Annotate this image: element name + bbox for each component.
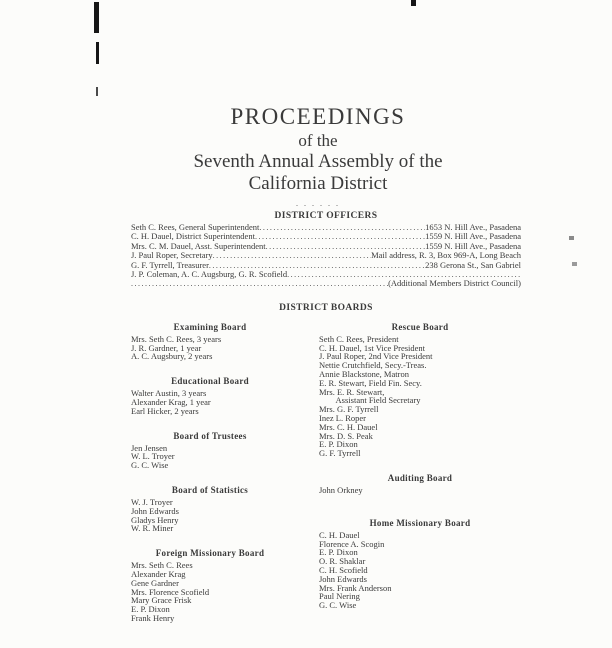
board-member: Nettie Crutchfield, Secy.-Treas. bbox=[319, 360, 427, 371]
board-member: O. R. Shaklar bbox=[319, 556, 366, 567]
board-member: G. F. Tyrrell bbox=[319, 448, 361, 459]
dot-leader bbox=[131, 279, 388, 288]
officer-name-role: J. P. Coleman, A. C. Augsburg, G. R. Scofield bbox=[131, 269, 288, 280]
board-member: Mrs. C. H. Dauel bbox=[319, 421, 378, 432]
board-member: Florence A. Scogin bbox=[319, 538, 385, 549]
board-title: Educational Board bbox=[171, 376, 249, 387]
scan-artifact-dash bbox=[96, 87, 98, 96]
officer-lines bbox=[131, 223, 521, 289]
board-member: W. R. Miner bbox=[131, 523, 174, 534]
board-title: Board of Statistics bbox=[171, 485, 249, 496]
board-member: Frank Henry bbox=[131, 612, 175, 623]
board-member: Annie Blackstone, Matron bbox=[319, 369, 409, 380]
scan-artifact-speck bbox=[569, 236, 574, 240]
board-block bbox=[319, 518, 521, 610]
board-member: E. P. Dixon bbox=[319, 547, 358, 558]
board-member: Paul Nering bbox=[319, 591, 360, 602]
district-boards-section bbox=[131, 303, 521, 623]
board-title: Board of Trustees bbox=[173, 430, 247, 441]
board-block bbox=[319, 322, 521, 458]
officer-address: (Additional Members District Council) bbox=[388, 278, 521, 289]
board-member: Seth C. Rees, President bbox=[319, 333, 399, 344]
board-member: Mary Grace Frisk bbox=[131, 595, 192, 606]
officer-name-role: Mrs. C. M. Dauel, Asst. Superintendent bbox=[131, 240, 266, 251]
scan-artifact-speck bbox=[572, 262, 577, 266]
board-member: E. P. Dixon bbox=[131, 604, 170, 615]
board-member: C. H. Scofield bbox=[319, 564, 368, 575]
scan-artifact-bar bbox=[96, 42, 99, 64]
board-member: Mrs. Seth C. Rees bbox=[131, 560, 193, 571]
officer-address: 1653 N. Hill Ave., Pasadena bbox=[425, 222, 521, 232]
officer-name-role: C. H. Dauel, District Superintendent bbox=[131, 231, 255, 242]
board-member: Alexander Krag, 1 year bbox=[131, 397, 211, 408]
board-member: J. Paul Roper, 2nd Vice President bbox=[319, 351, 433, 362]
board-member: Inez L. Roper bbox=[319, 413, 366, 424]
officer-address: 1559 N. Hill Ave., Pasadena bbox=[425, 240, 521, 251]
board-member: G. C. Wise bbox=[319, 600, 357, 611]
board-member: G. C. Wise bbox=[131, 460, 169, 471]
board-member: Mrs. D. S. Peak bbox=[319, 430, 373, 441]
board-block bbox=[131, 431, 289, 470]
board-block bbox=[131, 548, 289, 623]
board-block bbox=[131, 322, 289, 361]
board-title: Examining Board bbox=[173, 321, 247, 332]
board-member: Walter Austin, 3 years bbox=[131, 388, 207, 399]
dot-leader bbox=[255, 232, 425, 241]
officer-address: 238 Gerona St., San Gabriel bbox=[425, 259, 521, 270]
board-block bbox=[131, 376, 289, 415]
board-member: John Orkney bbox=[319, 485, 363, 495]
board-member: W. L. Troyer bbox=[131, 451, 175, 462]
board-member: Mrs. Seth C. Rees, 3 years bbox=[131, 333, 222, 344]
board-member: Alexander Krag bbox=[131, 569, 186, 579]
board-member: Earl Hicker, 2 years bbox=[131, 405, 199, 416]
dot-leader bbox=[213, 251, 372, 260]
board-title: Rescue Board bbox=[391, 321, 449, 332]
board-columns bbox=[131, 322, 521, 623]
title-divider: . . . . . . bbox=[296, 199, 340, 208]
board-member: J. R. Gardner, 1 year bbox=[131, 342, 202, 353]
district-boards-heading: DISTRICT BOARDS bbox=[279, 302, 373, 313]
board-member: Mrs. G. F. Tyrrell bbox=[319, 404, 379, 415]
board-member: E. P. Dixon bbox=[319, 439, 358, 450]
board-block bbox=[131, 485, 289, 533]
board-member: C. H. Dauel bbox=[319, 529, 360, 540]
board-member: Gladys Henry bbox=[131, 514, 179, 525]
board-member: Mrs. Florence Scofield bbox=[131, 586, 210, 597]
board-member: Jen Jensen bbox=[131, 442, 168, 453]
board-title: Foreign Missionary Board bbox=[155, 548, 265, 559]
page-title-line4: California District bbox=[248, 173, 388, 194]
board-member: John Edwards bbox=[131, 505, 179, 516]
boards-right-column bbox=[319, 322, 521, 623]
board-title: Auditing Board bbox=[387, 473, 453, 483]
dot-leader bbox=[259, 223, 425, 232]
scan-artifact-bar bbox=[94, 2, 99, 33]
page-title: PROCEEDINGS bbox=[230, 104, 406, 129]
officer-name-role: J. Paul Roper, Secretary bbox=[131, 250, 213, 261]
board-member: Mrs. E. R. Stewart, bbox=[319, 386, 385, 397]
officer-name-role: G. F. Tyrrell, Treasurer bbox=[131, 259, 209, 270]
title-block bbox=[123, 104, 513, 194]
officer-address: Mail address, R. 3, Box 969-A, Long Beach bbox=[371, 250, 521, 261]
district-officers-section bbox=[131, 211, 521, 289]
board-member: A. C. Augsbury, 2 years bbox=[131, 351, 213, 362]
officer-name-role: Seth C. Rees, General Superintendent bbox=[131, 222, 260, 232]
page-title-line3: Seventh Annual Assembly of the bbox=[193, 151, 443, 172]
board-member: Mrs. Frank Anderson bbox=[319, 582, 392, 593]
board-block bbox=[319, 473, 521, 495]
board-member: E. R. Stewart, Field Fin. Secy. bbox=[319, 377, 422, 388]
board-member: John Edwards bbox=[319, 573, 367, 584]
board-member: C. H. Dauel, 1st Vice President bbox=[319, 342, 426, 353]
page-content bbox=[131, 104, 521, 623]
district-officers-heading: DISTRICT OFFICERS bbox=[274, 211, 378, 221]
page-title-line2: of the bbox=[298, 131, 338, 150]
board-member: Gene Gardner bbox=[131, 577, 179, 588]
board-member: W. J. Troyer bbox=[131, 497, 173, 508]
scan-artifact-tick bbox=[411, 0, 416, 6]
board-title: Home Missionary Board bbox=[369, 517, 471, 528]
board-member: Assistant Field Secretary bbox=[319, 395, 421, 406]
boards-left-column bbox=[131, 322, 289, 623]
officer-address: 1559 N. Hill Ave., Pasadena bbox=[425, 231, 521, 242]
officer-line bbox=[131, 279, 521, 288]
